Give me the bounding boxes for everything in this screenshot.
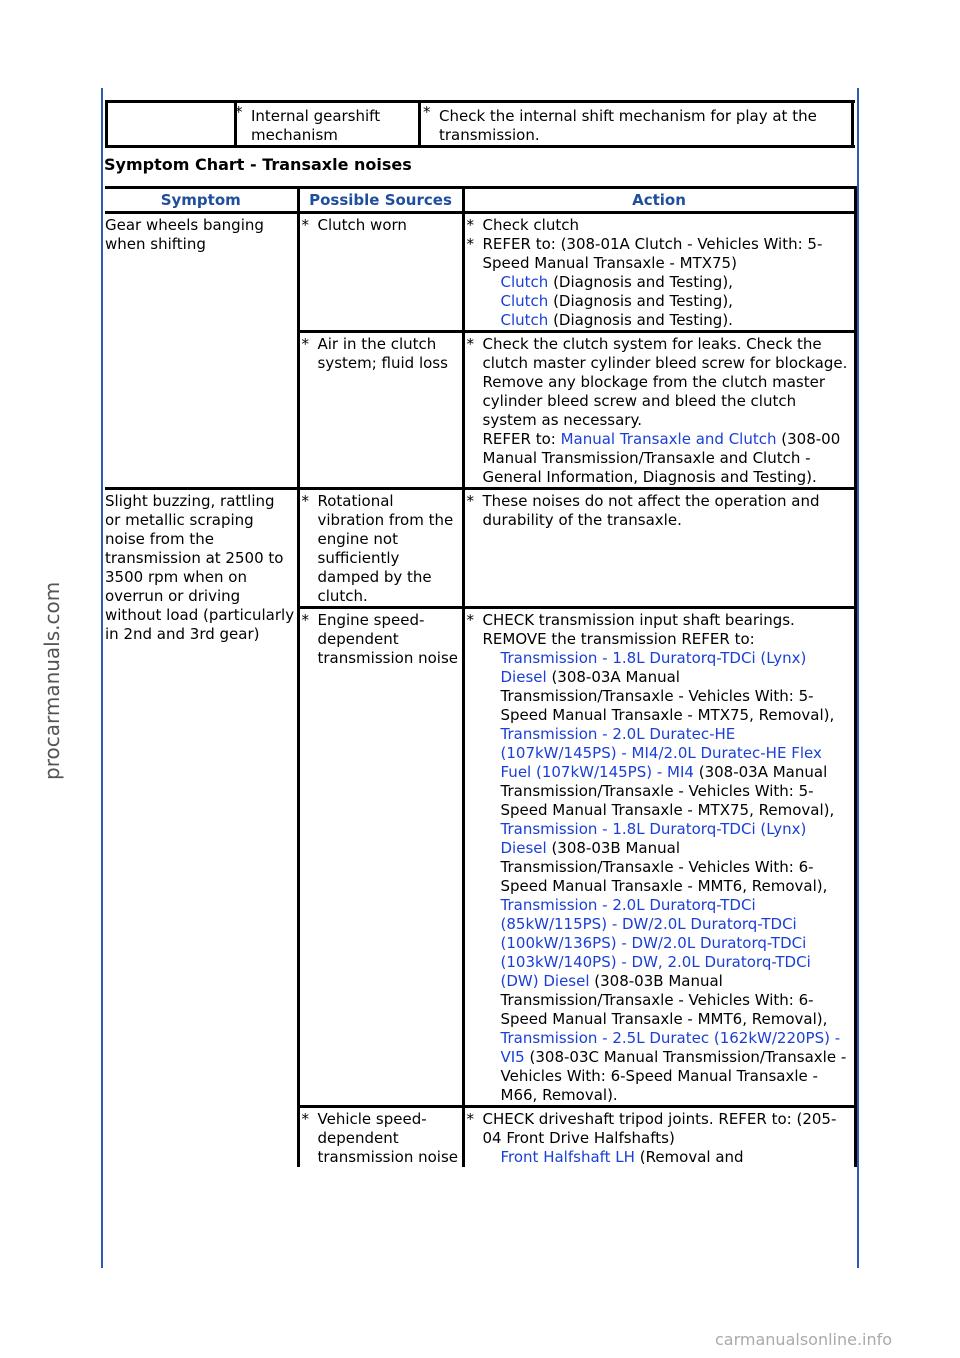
continued-action-cell xyxy=(421,103,854,145)
side-watermark: procarmanuals.com xyxy=(40,581,64,780)
symptom-cell: Slight buzzing, rattling or metallic scraping noise from the transmission at 2500 to 3500 rpm when on overrun or driving without load (particularly in 2nd and 3rd gear) xyxy=(105,489,298,1168)
refer-line: REFER to: Manual Transaxle and Clutch (308-00 Manual Transmission/Transaxle and Clutch - General Information, Diagnosis and Testing). xyxy=(482,430,841,486)
refer-line: Transmission - 2.0L Duratorq-TDCi (85kW/115PS) - DW/2.0L Duratorq-TDCi (100kW/136PS) - DW/2.0L Duratorq-TDCi (103kW/140PS) - DW, 2.0L Duratorq-TDCi (DW) Diesel (308-03B Manual Transmission/Transaxle - Vehicles With: 6-Speed Manual Transaxle - MMT6, Removal), xyxy=(500,896,828,1028)
symptom-cell: Gear wheels banging when shifting xyxy=(105,213,298,489)
section-title: Symptom Chart - Transaxle noises xyxy=(104,155,412,174)
continued-action: * Check the internal shift mechanism for play at the transmission. xyxy=(421,103,851,145)
action-text: * CHECK driveshaft tripod joints. REFER to: (205-04 Front Drive Halfshafts) xyxy=(465,1110,852,1148)
clutch-link[interactable]: Clutch xyxy=(500,292,549,310)
action-text: * CHECK transmission input shaft bearings. REMOVE the transmission REFER to: xyxy=(465,611,852,649)
header-symptom: Symptom xyxy=(105,188,298,213)
left-margin-rule xyxy=(101,88,103,1268)
table-header-row xyxy=(105,188,855,213)
action-cell xyxy=(463,608,855,1107)
action-text: * Check the clutch system for leaks. Check the clutch master cylinder bleed screw for blockage. Remove any blockage from the clutch master cylinder bleed screw and bleed the clutch system as necessary. xyxy=(465,335,852,430)
table-row xyxy=(105,489,855,608)
transmission-link[interactable]: Transmission - 1.8L Duratorq-TDCi (Lynx) Diesel xyxy=(500,649,807,686)
refer-line: Front Halfshaft LH (Removal and xyxy=(500,1148,744,1166)
action-cell xyxy=(463,489,855,608)
clutch-link[interactable]: Clutch xyxy=(500,273,549,291)
source-text: * Rotational vibration from the engine not sufficiently damped by the clutch. xyxy=(300,492,460,606)
manual-transaxle-link[interactable]: Manual Transaxle and Clutch xyxy=(560,430,777,448)
transmission-link[interactable]: Transmission - 2.0L Duratec-HE (107kW/145PS) - MI4/2.0L Duratec-HE Flex Fuel (107kW/145PS) - MI4 xyxy=(500,725,822,781)
continued-row xyxy=(105,100,855,148)
refer-line: Transmission - 2.5L Duratec (162kW/220PS) - VI5 (308-03C Manual Transmission/Transaxle - Vehicles With: 6-Speed Manual Transaxle - M66, Removal). xyxy=(500,1029,847,1104)
source-text: * Vehicle speed-dependent transmission noise xyxy=(300,1110,460,1167)
action-cell xyxy=(463,332,855,489)
refer-line: Transmission - 1.8L Duratorq-TDCi (Lynx) Diesel (308-03A Manual Transmission/Transaxle - Vehicles With: 5-Speed Manual Transaxle - MTX75, Removal), xyxy=(500,649,835,724)
source-cell xyxy=(298,489,463,608)
symptom-chart-table xyxy=(105,186,857,1167)
source-cell xyxy=(298,332,463,489)
refer-line: Clutch (Diagnosis and Testing), xyxy=(500,292,733,310)
transmission-link[interactable]: Transmission - 2.0L Duratorq-TDCi (85kW/115PS) - DW/2.0L Duratorq-TDCi (100kW/136PS) - DW/2.0L Duratorq-TDCi (103kW/140PS) - DW, 2.0L Duratorq-TDCi (DW) Diesel xyxy=(500,896,811,990)
source-cell xyxy=(298,213,463,332)
source-cell xyxy=(298,1107,463,1168)
header-action: Action xyxy=(463,188,855,213)
right-margin-rule xyxy=(857,88,859,1268)
front-halfshaft-link[interactable]: Front Halfshaft LH xyxy=(500,1148,635,1166)
action-cell xyxy=(463,213,855,332)
action-text: * These noises do not affect the operation and durability of the transaxle. xyxy=(465,492,852,530)
transmission-link[interactable]: Transmission - 1.8L Duratorq-TDCi (Lynx) Diesel xyxy=(500,820,807,857)
action-text: * Check clutch xyxy=(465,216,852,235)
header-sources: Possible Sources xyxy=(298,188,463,213)
transmission-link[interactable]: Transmission - 2.5L Duratec (162kW/220PS) - VI5 xyxy=(500,1029,841,1066)
refer-line: Clutch (Diagnosis and Testing). xyxy=(500,311,733,329)
source-cell xyxy=(298,608,463,1107)
continued-source-cell xyxy=(233,103,421,145)
source-text: * Air in the clutch system; fluid loss xyxy=(300,335,460,373)
action-cell xyxy=(463,1107,855,1168)
source-text: * Engine speed-dependent transmission noise xyxy=(300,611,460,668)
action-text: * REFER to: (308-01A Clutch - Vehicles With: 5-Speed Manual Transaxle - MTX75) xyxy=(465,235,852,273)
refer-line: Transmission - 1.8L Duratorq-TDCi (Lynx) Diesel (308-03B Manual Transmission/Transaxle - Vehicles With: 6-Speed Manual Transaxle - MMT6, Removal), xyxy=(500,820,828,895)
continued-source: * Internal gearshift mechanism xyxy=(233,103,418,145)
table-row xyxy=(105,213,855,332)
refer-line: Transmission - 2.0L Duratec-HE (107kW/145PS) - MI4/2.0L Duratec-HE Flex Fuel (107kW/145PS) - MI4 (308-03A Manual Transmission/Transaxle - Vehicles With: 5-Speed Manual Transaxle - MTX75, Removal), xyxy=(500,725,835,819)
clutch-link[interactable]: Clutch xyxy=(500,311,549,329)
continued-symptom-cell xyxy=(105,103,237,145)
footer-watermark: carmanualsonline.info xyxy=(715,1330,893,1349)
source-text: * Clutch worn xyxy=(300,216,460,235)
refer-line: Clutch (Diagnosis and Testing), xyxy=(500,273,733,291)
